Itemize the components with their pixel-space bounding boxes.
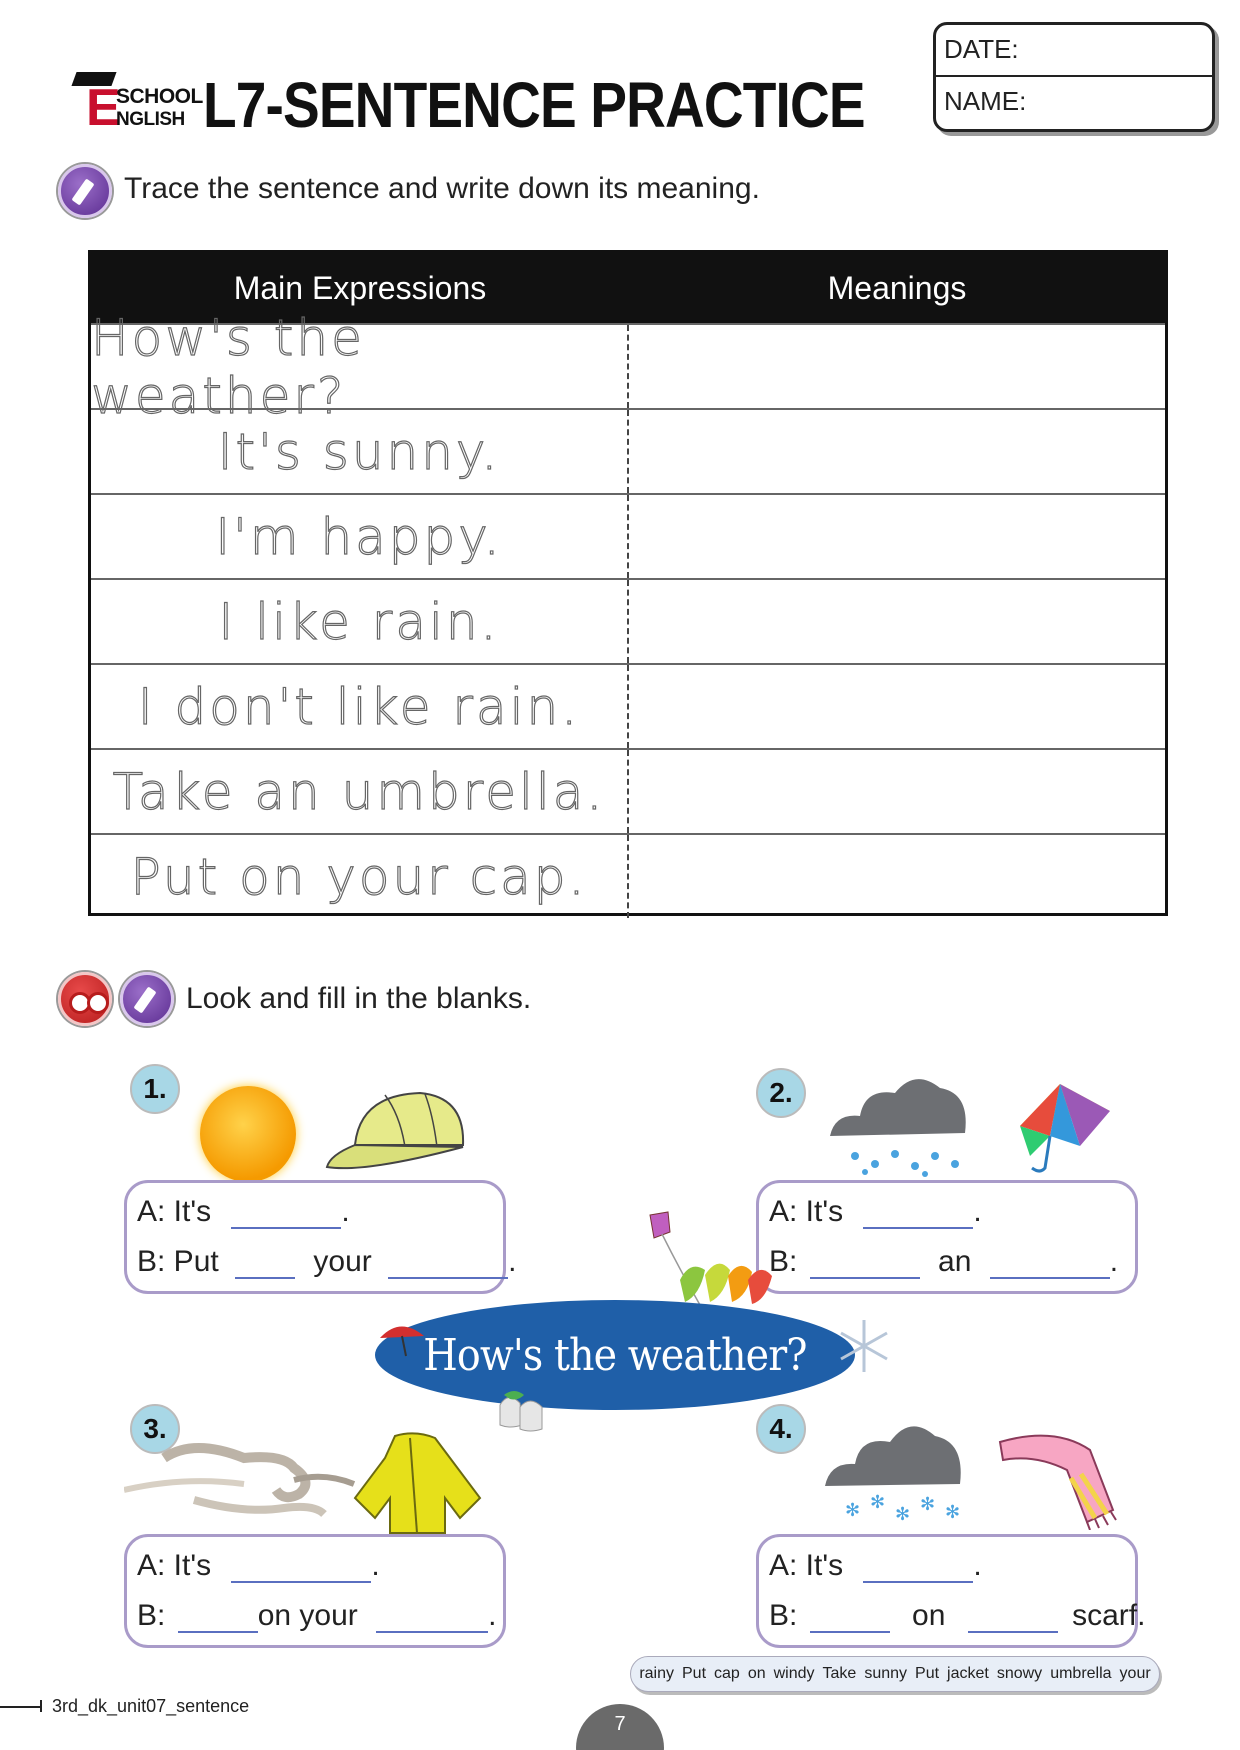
- punctuation: .: [371, 1549, 380, 1582]
- banner-text: How's the weather?: [423, 1329, 807, 1381]
- b-mid: on your: [257, 1599, 358, 1632]
- b-mid: an: [938, 1245, 972, 1278]
- word-bank-item: cap: [714, 1665, 740, 1682]
- a-prefix: A: It's: [769, 1195, 844, 1228]
- dialogue-bubble-3: [124, 1534, 506, 1648]
- dialogue-bubble-2: [756, 1180, 1138, 1294]
- item-number-1: 1.: [130, 1064, 180, 1114]
- table-row: [91, 493, 1165, 578]
- date-field[interactable]: DATE:: [936, 25, 1212, 77]
- b-mid: your: [313, 1245, 372, 1278]
- b-prefix: B:: [137, 1599, 166, 1632]
- word-bank-item: Put: [682, 1665, 707, 1682]
- table-row: [91, 578, 1165, 663]
- meaning-cell[interactable]: [629, 750, 1165, 833]
- umbrella-icon: [1010, 1076, 1120, 1176]
- b-end: scarf.: [1072, 1599, 1146, 1632]
- blank-field[interactable]: [863, 1199, 973, 1229]
- blank-field[interactable]: [968, 1603, 1058, 1633]
- word-bank-item: snowy: [996, 1665, 1043, 1682]
- a-prefix: A: It's: [137, 1195, 212, 1228]
- date-name-box: [933, 22, 1215, 132]
- trace-sentence[interactable]: How's the weather?: [91, 308, 365, 425]
- trace-sentence[interactable]: I like rain.: [218, 592, 500, 651]
- expressions-table: [88, 250, 1168, 916]
- item-number-4: 4.: [756, 1404, 806, 1454]
- pencil-icon: [120, 972, 174, 1026]
- trace-sentence[interactable]: I don't like rain.: [137, 677, 581, 736]
- blank-field[interactable]: [231, 1553, 371, 1583]
- b-prefix: B:: [769, 1245, 798, 1278]
- word-bank-item: windy: [773, 1665, 815, 1682]
- svg-text:✻: ✻: [845, 1500, 861, 1521]
- cap-icon: [325, 1085, 470, 1175]
- trace-sentence[interactable]: Take an umbrella.: [112, 762, 606, 821]
- meaning-cell[interactable]: [629, 835, 1165, 918]
- snowflake-icon: [834, 1316, 894, 1376]
- blank-field[interactable]: [990, 1249, 1110, 1279]
- weather-banner: [375, 1300, 855, 1410]
- logo-english: NGLISH: [116, 109, 185, 130]
- punctuation: .: [488, 1599, 497, 1632]
- blank-field[interactable]: [388, 1249, 508, 1279]
- header-meanings: Meanings: [827, 269, 967, 306]
- footer-tick: [40, 1700, 42, 1712]
- table-row: [91, 308, 1165, 425]
- meaning-cell[interactable]: [629, 665, 1165, 748]
- snow-cloud-icon: [820, 1400, 970, 1530]
- blank-field[interactable]: [863, 1553, 973, 1583]
- a-prefix: A: It's: [137, 1549, 212, 1582]
- word-bank: [630, 1656, 1160, 1692]
- trace-sentence[interactable]: Put on your cap.: [130, 847, 588, 906]
- punctuation: .: [973, 1549, 982, 1582]
- b-prefix: B:: [769, 1599, 798, 1632]
- word-bank-item: sunny: [864, 1665, 908, 1682]
- meaning-cell[interactable]: [629, 325, 1165, 408]
- svg-text:✻: ✻: [895, 1504, 911, 1525]
- meaning-cell[interactable]: [629, 410, 1165, 493]
- punctuation: .: [508, 1245, 517, 1278]
- blank-field[interactable]: [231, 1199, 341, 1229]
- wind-icon: [124, 1428, 364, 1518]
- word-bank-item: Take: [822, 1665, 857, 1682]
- rain-cloud-icon: [825, 1058, 975, 1178]
- jacket-icon: [350, 1428, 485, 1538]
- footer-file-label: 3rd_dk_unit07_sentence: [52, 1696, 250, 1716]
- word-bank-item: your: [1119, 1665, 1151, 1682]
- blank-field[interactable]: [178, 1603, 258, 1633]
- blank-field[interactable]: [235, 1249, 295, 1279]
- eyes-icon: [58, 972, 112, 1026]
- trace-sentence[interactable]: I'm happy.: [215, 507, 503, 566]
- red-umbrella-icon: [378, 1318, 428, 1358]
- table-row: [91, 408, 1165, 493]
- word-bank-item: on: [747, 1665, 766, 1682]
- sun-icon: [200, 1086, 296, 1182]
- word-bank-item: jacket: [947, 1665, 989, 1682]
- svg-text:✻: ✻: [920, 1494, 936, 1515]
- item-number-3: 3.: [130, 1404, 180, 1454]
- pencil-icon: [58, 164, 112, 218]
- punctuation: .: [341, 1195, 350, 1228]
- page-title: L7-SENTENCE PRACTICE: [203, 69, 865, 141]
- blank-field[interactable]: [376, 1603, 488, 1633]
- blank-field[interactable]: [810, 1603, 890, 1633]
- a-prefix: A: It's: [769, 1549, 844, 1582]
- item-number-2: 2.: [756, 1068, 806, 1118]
- b-prefix: B: Put: [137, 1245, 219, 1278]
- table-row: [91, 833, 1165, 918]
- table-row: [91, 663, 1165, 748]
- name-field[interactable]: NAME:: [944, 86, 1027, 116]
- punctuation: .: [1109, 1245, 1119, 1278]
- school-english-logo: [72, 70, 203, 137]
- word-bank-item: umbrella: [1050, 1665, 1112, 1682]
- punctuation: .: [973, 1195, 982, 1228]
- bells-icon: [490, 1385, 550, 1435]
- header-main-expressions: Main Expressions: [233, 269, 487, 306]
- meaning-cell[interactable]: [629, 495, 1165, 578]
- b-mid: on: [912, 1599, 946, 1632]
- svg-text:✻: ✻: [945, 1502, 961, 1523]
- blank-field[interactable]: [810, 1249, 920, 1279]
- page-number: 7: [576, 1704, 664, 1750]
- footer-rule: [0, 1706, 40, 1708]
- dialogue-bubble-1: [124, 1180, 517, 1294]
- section2-instruction: Look and fill in the blanks.: [186, 982, 532, 1015]
- scarf-icon: [995, 1430, 1120, 1530]
- table-row: [91, 748, 1165, 833]
- meaning-cell[interactable]: [629, 580, 1165, 663]
- trace-sentence[interactable]: It's sunny.: [217, 422, 501, 481]
- dialogue-bubble-4: [756, 1534, 1146, 1648]
- svg-text:✻: ✻: [870, 1492, 886, 1513]
- word-bank-item: rainy: [639, 1665, 674, 1682]
- logo-school: SCHOOL: [116, 85, 203, 108]
- word-bank-item: Put: [915, 1665, 940, 1682]
- logo-e: E: [86, 79, 121, 137]
- section1-instruction: Trace the sentence and write down its meaning.: [124, 172, 760, 205]
